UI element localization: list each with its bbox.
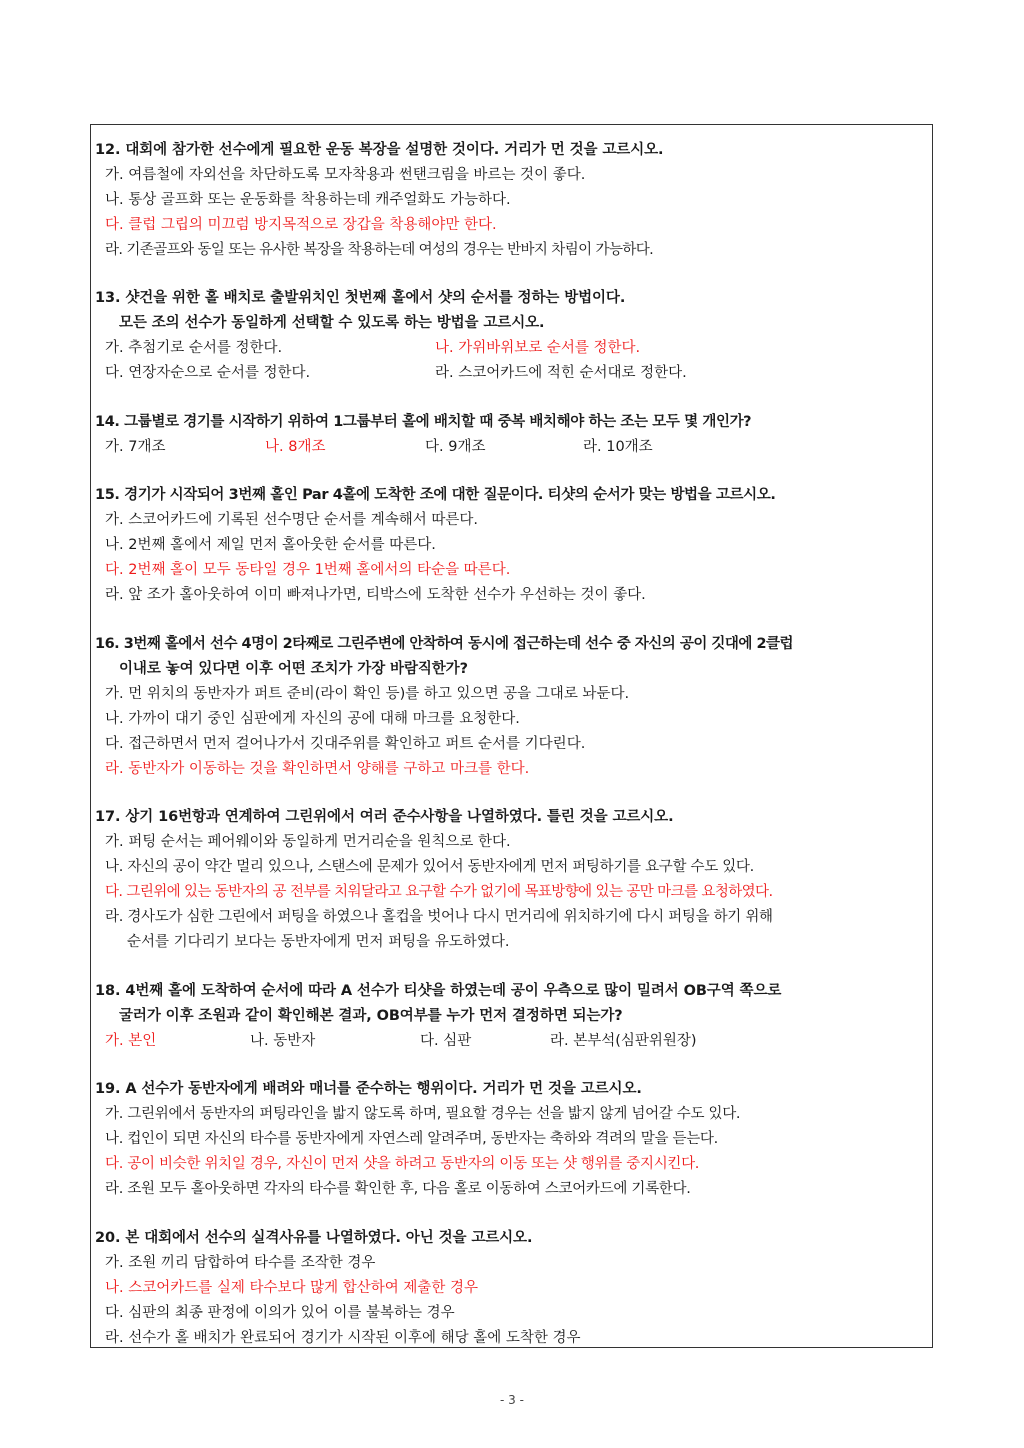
option-da: 다. 접근하면서 먼저 걸어나가서 깃대주위를 확인하고 퍼트 순서를 기다린다. — [105, 736, 586, 752]
question-17 — [95, 805, 933, 955]
question-15 — [95, 483, 933, 608]
question-18 — [95, 979, 933, 1054]
option-ga: 가. 조원 끼리 담합하여 타수를 조작한 경우 — [105, 1255, 376, 1271]
option-da-answer: 다. 공이 비슷한 위치일 경우, 자신이 먼저 샷을 하려고 동반자의 이동 또는 샷 행위를 중지시킨다. — [105, 1156, 700, 1172]
question-14 — [95, 410, 933, 460]
question-title: 15. 경기가 시작되어 3번째 홀인 Par 4홀에 도착한 조에 대한 질문이다. 티샷의 순서가 맞는 방법을 고르시오. — [95, 487, 776, 503]
option-na-answer: 나. 가위바위보로 순서를 정한다. — [435, 340, 641, 356]
question-title: 13. 샷건을 위한 홀 배치로 출발위치인 첫번째 홀에서 샷의 순서를 정하는 방법이다. — [95, 290, 626, 306]
option-na: 나. 컵인이 되면 자신의 타수를 동반자에게 자연스레 알려주며, 동반자는 축하와 격려의 말을 듣는다. — [105, 1131, 718, 1147]
option-ga: 가. 7개조 — [105, 439, 166, 455]
option-ra-continued: 순서를 기다리기 보다는 동반자에게 먼저 퍼팅을 유도하였다. — [127, 934, 510, 950]
option-ga-answer: 가. 본인 — [105, 1033, 157, 1049]
option-ra: 라. 스코어카드에 적힌 순서대로 정한다. — [435, 365, 687, 381]
option-ga: 가. 여름철에 자외선을 차단하도록 모자착용과 썬탠크림을 바르는 것이 좋다. — [105, 167, 586, 183]
option-na: 나. 가까이 대기 중인 심판에게 자신의 공에 대해 마크를 요청한다. — [105, 711, 520, 727]
option-na: 나. 통상 골프화 또는 운동화를 착용하는데 캐주얼화도 가능하다. — [105, 192, 511, 208]
option-ga: 가. 퍼팅 순서는 페어웨이와 동일하게 먼거리순을 원칙으로 한다. — [105, 834, 511, 850]
option-ga: 가. 먼 위치의 동반자가 퍼트 준비(라이 확인 등)를 하고 있으면 공을 그대로 놔둔다. — [105, 686, 630, 702]
question-19 — [95, 1077, 933, 1202]
option-na: 나. 자신의 공이 약간 멀리 있으나, 스탠스에 문제가 있어서 동반자에게 먼저 퍼팅하기를 요구할 수도 있다. — [105, 859, 754, 875]
option-row — [95, 361, 933, 386]
option-ra: 라. 10개조 — [583, 439, 653, 455]
option-ra: 라. 앞 조가 홀아웃하여 이미 빠져나가면, 티박스에 도착한 선수가 우선하는 것이 좋다. — [105, 587, 646, 603]
question-title: 12. 대회에 참가한 선수에게 필요한 운동 복장을 설명한 것이다. 거리가 먼 것을 고르시오. — [95, 142, 664, 158]
option-da: 다. 심판의 최종 판정에 이의가 있어 이를 불복하는 경우 — [105, 1305, 455, 1321]
question-title: 19. A 선수가 동반자에게 배려와 매너를 준수하는 행위이다. 거리가 먼 것을 고르시오. — [95, 1081, 642, 1097]
option-da-answer: 다. 클럽 그립의 미끄럼 방지목적으로 장갑을 착용해야만 한다. — [105, 217, 497, 233]
option-row — [95, 1029, 933, 1054]
option-ra-answer: 라. 동반자가 이동하는 것을 확인하면서 양해를 구하고 마크를 한다. — [105, 761, 530, 777]
option-da-answer: 다. 그린위에 있는 동반자의 공 전부를 치워달라고 요구할 수가 없기에 목표방향에 있는 공만 마크를 요청하였다. — [105, 884, 773, 900]
option-ga: 가. 스코어카드에 기록된 선수명단 순서를 계속해서 따른다. — [105, 512, 479, 528]
option-ra: 라. 경사도가 심한 그린에서 퍼팅을 하였으나 홀컵을 벗어나 다시 먼거리에 위치하기에 다시 퍼팅을 하기 위해 — [105, 909, 773, 925]
option-ga: 가. 추첨기로 순서를 정한다. — [105, 340, 283, 356]
option-na-answer: 나. 스코어카드를 실제 타수보다 많게 합산하여 제출한 경우 — [105, 1280, 479, 1296]
question-title: 14. 그룹별로 경기를 시작하기 위하여 1그룹부터 홀에 배치할 때 중복 배치해야 하는 조는 모두 몇 개인가? — [95, 414, 752, 430]
question-title: 20. 본 대회에서 선수의 실격사유를 나열하였다. 아닌 것을 고르시오. — [95, 1230, 533, 1246]
option-da: 다. 9개조 — [425, 439, 486, 455]
option-na-answer: 나. 8개조 — [265, 439, 326, 455]
option-ga: 가. 그린위에서 동반자의 퍼팅라인을 밟지 않도록 하며, 필요할 경우는 선을 밟지 않게 넘어갈 수도 있다. — [105, 1106, 741, 1122]
page-number: - 3 - — [500, 1393, 524, 1407]
question-13 — [95, 286, 933, 386]
question-12 — [95, 138, 933, 263]
option-ra: 라. 본부석(심판위원장) — [550, 1033, 697, 1049]
question-title-continued: 모든 조의 선수가 동일하게 선택할 수 있도록 하는 방법을 고르시오. — [119, 315, 545, 331]
option-ra: 라. 선수가 홀 배치가 완료되어 경기가 시작된 이후에 해당 홀에 도착한 경우 — [105, 1330, 581, 1346]
option-da-answer: 다. 2번째 홀이 모두 동타일 경우 1번째 홀에서의 타순을 따른다. — [105, 562, 511, 578]
question-20 — [95, 1226, 933, 1351]
option-da: 다. 연장자순으로 순서를 정한다. — [105, 365, 311, 381]
question-title: 17. 상기 16번항과 연계하여 그린위에서 여러 준수사항을 나열하였다. 틀린 것을 고르시오. — [95, 809, 674, 825]
question-title-continued: 굴러가 이후 조원과 같이 확인해본 결과, OB여부를 누가 먼저 결정하면 되는가? — [119, 1008, 623, 1024]
option-ra: 라. 기존골프와 동일 또는 유사한 복장을 착용하는데 여성의 경우는 반바지 차림이 가능하다. — [105, 242, 654, 258]
question-title: 18. 4번째 홀에 도착하여 순서에 따라 A 선수가 티샷을 하였는데 공이 우측으로 많이 밀려서 OB구역 쪽으로 — [95, 983, 782, 999]
option-na: 나. 2번째 홀에서 제일 먼저 홀아웃한 순서를 따른다. — [105, 537, 436, 553]
option-ra: 라. 조원 모두 홀아웃하면 각자의 타수를 확인한 후, 다음 홀로 이동하여 스코어카드에 기록한다. — [105, 1181, 691, 1197]
option-na: 나. 동반자 — [250, 1033, 316, 1049]
question-title: 16. 3번째 홀에서 선수 4명이 2타째로 그린주변에 안착하여 동시에 접근하는데 선수 중 자신의 공이 깃대에 2클럽 — [95, 636, 794, 652]
option-row — [95, 435, 933, 460]
option-row — [95, 336, 933, 361]
option-da: 다. 심판 — [420, 1033, 472, 1049]
question-title-continued: 이내로 놓여 있다면 이후 어떤 조치가 가장 바람직한가? — [119, 661, 468, 677]
question-16 — [95, 632, 933, 782]
